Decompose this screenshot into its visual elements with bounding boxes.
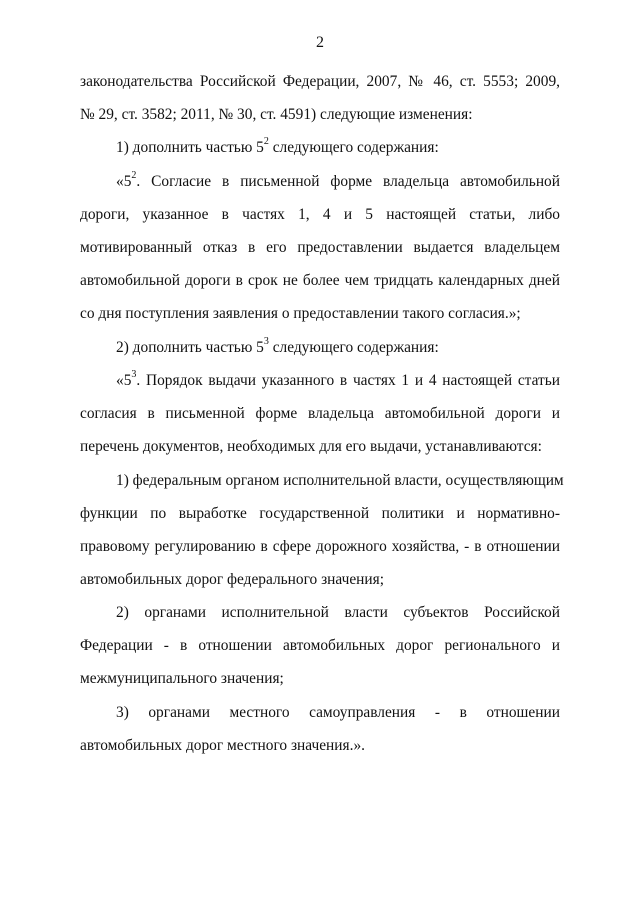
text-line: 1) федеральным органом исполнительной власти, осуществляющим bbox=[116, 472, 564, 489]
word: в bbox=[459, 704, 467, 721]
superscript: 3 bbox=[131, 368, 137, 380]
text-part: . Согласие в письменной форме владельца автомобильной bbox=[136, 173, 560, 190]
text-line: функции по выработке государственной политики и нормативно- bbox=[80, 505, 560, 522]
word: органами bbox=[148, 704, 210, 721]
word: исполнительной bbox=[221, 604, 329, 621]
text-line: дороги, указанное в частях 1, 4 и 5 настоящей статьи, либо bbox=[80, 206, 560, 223]
word: 3) bbox=[116, 704, 129, 721]
text-part: 1) дополнить частью 5 bbox=[116, 139, 264, 156]
text-line-with-superscript bbox=[116, 335, 560, 358]
text-line: перечень документов, необходимых для его выдачи, устанавливаются: bbox=[80, 438, 542, 455]
text-line-spread bbox=[116, 603, 560, 623]
text-line: со дня поступления заявления о предоставлении такого согласия.»; bbox=[80, 305, 521, 322]
text-line: Федерации - в отношении автомобильных дорог регионального и bbox=[80, 637, 560, 654]
word: местного bbox=[229, 704, 290, 721]
text-line: межмуниципального значения; bbox=[80, 670, 284, 687]
word: 2) bbox=[116, 604, 129, 621]
text-line-with-superscript bbox=[116, 135, 560, 158]
word: власти bbox=[344, 604, 388, 621]
word: самоуправления bbox=[309, 704, 416, 721]
word: Российской bbox=[484, 604, 560, 621]
superscript: 2 bbox=[131, 169, 137, 181]
text-part: 2) дополнить частью 5 bbox=[116, 339, 264, 356]
text-line: автомобильных дорог местного значения.». bbox=[80, 737, 365, 754]
text-line: автомобильных дорог федерального значения; bbox=[80, 571, 384, 588]
text-line: законодательства Российской Федерации, 2007, № 46, ст. 5553; 2009, bbox=[80, 73, 560, 90]
text-line: автомобильной дороги в срок не более чем тридцать календарных дней bbox=[80, 272, 560, 289]
text-part: следующего содержания: bbox=[268, 139, 439, 156]
text-line-with-superscript bbox=[116, 368, 560, 391]
text-part: . Порядок выдачи указанного в частях 1 и 4 настоящей статьи bbox=[136, 372, 560, 389]
text-line: № 29, ст. 3582; 2011, № 30, ст. 4591) следующие изменения: bbox=[80, 106, 473, 123]
word: отношении bbox=[486, 704, 560, 721]
text-part: «5 bbox=[116, 372, 132, 389]
text-line: правовому регулированию в сфере дорожного хозяйства, - в отношении bbox=[80, 538, 560, 555]
text-part: «5 bbox=[116, 173, 132, 190]
text-line-with-superscript bbox=[116, 169, 560, 192]
text-line: согласия в письменной форме владельца автомобильной дороги и bbox=[80, 405, 560, 422]
text-line: мотивированный отказ в его предоставлении выдается владельцем bbox=[80, 239, 560, 256]
text-line-spread bbox=[116, 703, 560, 723]
superscript: 2 bbox=[263, 135, 269, 147]
word: органами bbox=[144, 604, 206, 621]
text-part: следующего содержания: bbox=[268, 339, 439, 356]
page-number: 2 bbox=[316, 34, 324, 51]
superscript: 3 bbox=[263, 335, 269, 347]
word: субъектов bbox=[403, 604, 469, 621]
word: - bbox=[434, 704, 441, 721]
